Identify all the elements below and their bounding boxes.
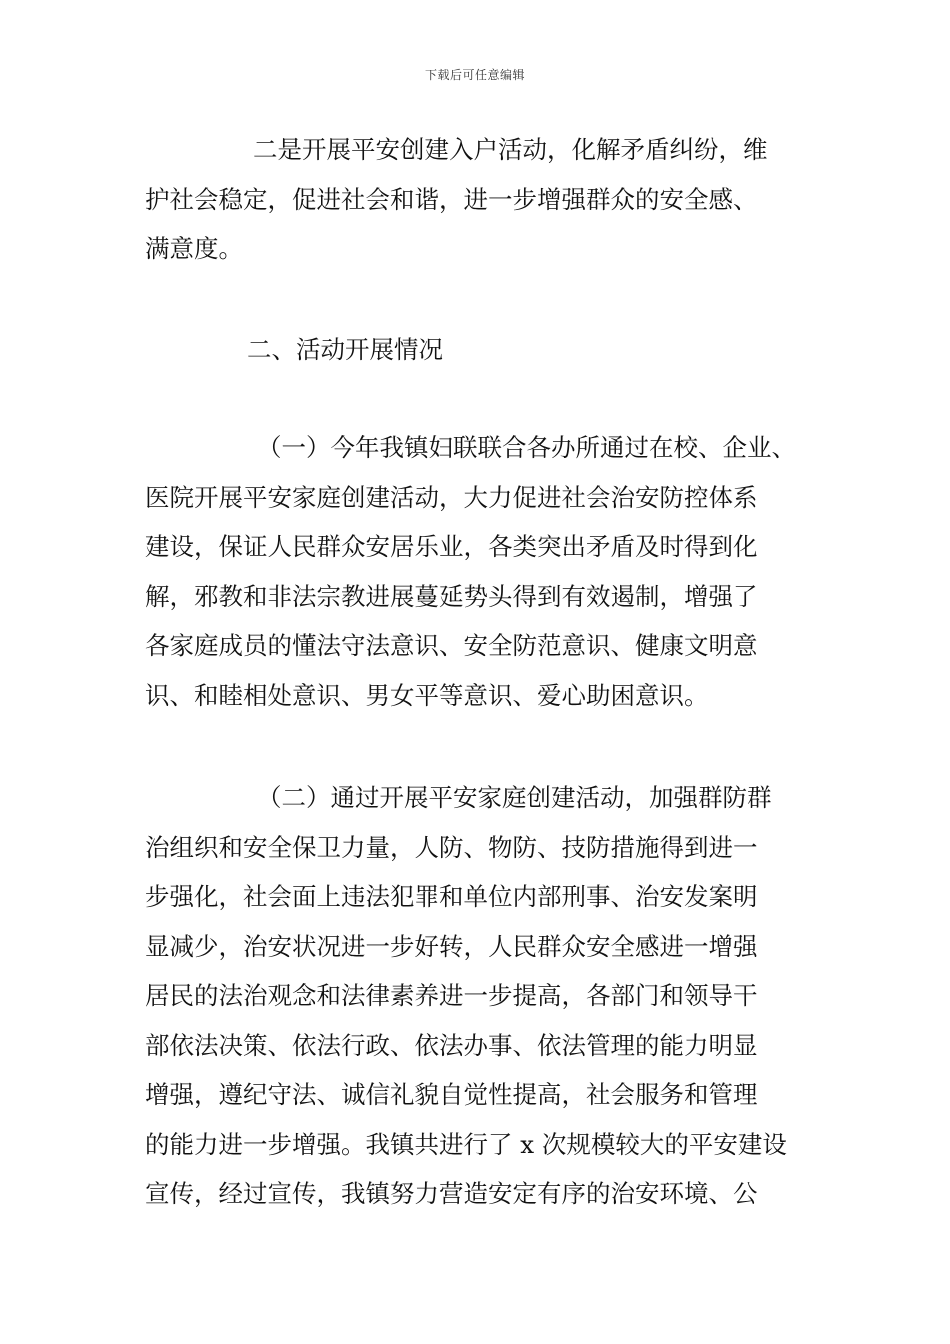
paragraph-line: 二是开展平安创建入户活动，化解矛盾纠纷，维 [253, 135, 768, 164]
heading-line: 二、活动开展情况 [247, 335, 443, 364]
paragraph-line: 医院开展平安家庭创建活动，大力促进社会治安防控体系 [145, 482, 758, 512]
section-heading [145, 325, 443, 375]
paragraph-line: 步强化，社会面上违法犯罪和单位内部刑事、治安发案明 [145, 882, 758, 911]
paragraph-line: 识、和睦相处意识、男女平等意识、爱心助困意识。 [145, 680, 709, 710]
paragraph-line: 部依法决策、依法行政、依法办事、依法管理的能力明显 [145, 1030, 758, 1060]
intro-paragraph [145, 125, 768, 274]
paragraph-line: 宣传，经过宣传，我镇努力营造安定有序的治安环境、公 [145, 1179, 758, 1208]
paragraph-line: 护社会稳定，促进社会和谐，进一步增强群众的安全感、 [145, 184, 758, 214]
paragraph-line: 各家庭成员的懂法守法意识、安全防范意识、健康文明意 [145, 631, 758, 660]
section-2-paragraph [145, 773, 787, 1219]
paragraph-line: （二）通过开展平安家庭创建活动，加强群防群 [257, 783, 772, 812]
paragraph-line: （一）今年我镇妇联联合各办所通过在校、企业、 [257, 433, 796, 462]
paragraph-line: 满意度。 [145, 234, 243, 263]
paragraph-line: 增强，遵纪守法、诚信礼貌自觉性提高，社会服务和管理 [145, 1080, 758, 1109]
paragraph-line: 显减少，治安状况进一步好转，人民群众安全感进一增强 [145, 931, 758, 961]
page-header: 下载后可任意编辑 [424, 68, 525, 82]
paragraph-line: 居民的法治观念和法律素养进一步提高，各部门和领导干 [145, 981, 758, 1010]
paragraph-line: 建设，保证人民群众安居乐业，各类突出矛盾及时得到化 [145, 532, 758, 561]
paragraph-line: 解，邪教和非法宗教进展蔓延势头得到有效遏制，增强了 [145, 581, 758, 611]
paragraph-line: 治组织和安全保卫力量，人防、物防、技防措施得到进一 [145, 832, 758, 862]
paragraph-line: 的能力进一步增强。我镇共进行了 x 次规模较大的平安建设 [145, 1129, 787, 1159]
section-1-paragraph [145, 423, 796, 720]
